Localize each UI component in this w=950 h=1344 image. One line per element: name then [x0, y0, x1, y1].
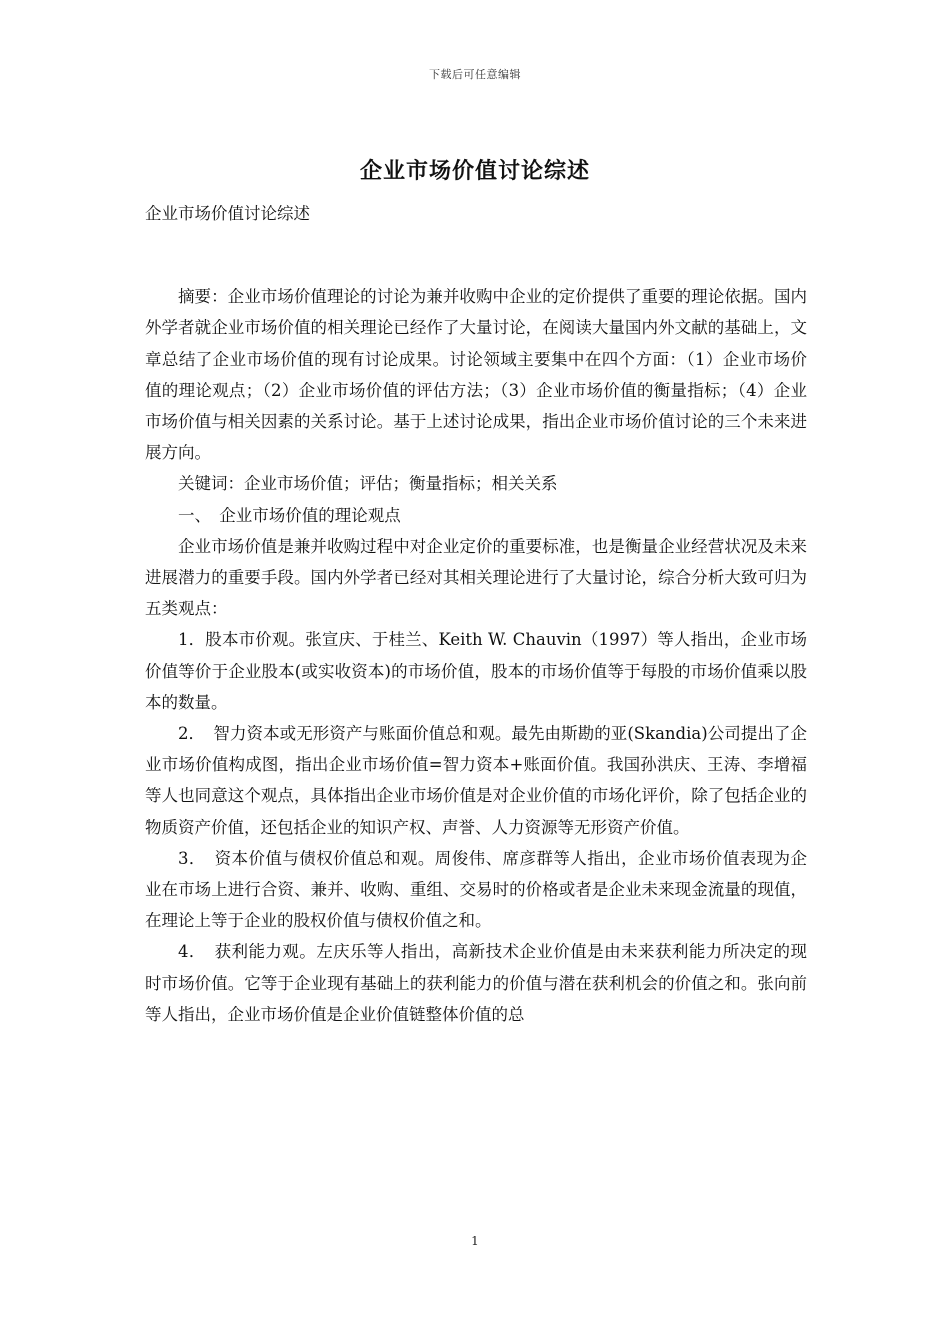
page-number: 1 — [471, 1234, 479, 1248]
document-body — [145, 198, 807, 1030]
list-item-paragraph: 2． 智力资本或无形资产与账面价值总和观。最先由斯勘的亚(Skandia)公司提出了企业市场价值构成图，指出企业市场价值=智力资本+账面价值。我国孙洪庆、王涛、李增福等人也同意这个观点，具体指出企业市场价值是对企业价值的市场化评价，除了包括企业的物质资产价值，还包括企业的知识产权、声誉、人力资源等无形资产价值。 — [145, 724, 807, 837]
document-title: 企业市场价值讨论综述 — [359, 158, 590, 184]
list-item-paragraph: 1．股本市价观。张宣庆、于桂兰、Keith W. Chauvin（1997）等人指出，企业市场价值等价于企业股本(或实收资本)的市场价值，股本的市场价值等于每股的市场价值乘以股本的数量。 — [145, 630, 807, 712]
page-header-note: 下载后可任意编辑 — [429, 68, 521, 81]
list-item-paragraph: 4． 获利能力观。左庆乐等人指出，高新技术企业价值是由未来获利能力所决定的现时市场价值。它等于企业现有基础上的获利能力的价值与潜在获利机会的价值之和。张向前等人指出，企业市场价值是企业价值链整体价值的总 — [145, 942, 807, 1024]
body-paragraph: 企业市场价值是兼并收购过程中对企业定价的重要标准，也是衡量企业经营状况及未来进展潜力的重要手段。国内外学者已经对其相关理论进行了大量讨论，综合分析大致可归为五类观点： — [145, 536, 807, 619]
list-item-paragraph: 3． 资本价值与债权价值总和观。周俊伟、席彦群等人指出，企业市场价值表现为企业在市场上进行合资、兼并、收购、重组、交易时的价格或者是企业未来现金流量的现值，在理论上等于企业的股权价值与债权价值之和。 — [145, 848, 807, 931]
section-heading: 一、 企业市场价值的理论观点 — [178, 505, 401, 525]
document-subtitle: 企业市场价值讨论综述 — [145, 204, 310, 223]
keywords-paragraph: 关键词：企业市场价值；评估；衡量指标；相关关系 — [178, 474, 558, 494]
abstract-paragraph: 摘要：企业市场价值理论的讨论为兼并收购中企业的定价提供了重要的理论依据。国内外学者就企业市场价值的相关理论已经作了大量讨论，在阅读大量国内外文献的基础上，文章总结了企业市场价值的现有讨论成果。讨论领域主要集中在四个方面：（1）企业市场价值的理论观点；（2）企业市场价值的评估方法；（3）企业市场价值的衡量指标；（4）企业市场价值与相关因素的关系讨论。基于上述讨论成果，指出企业市场价值讨论的三个未来进展方向。 — [145, 287, 807, 463]
